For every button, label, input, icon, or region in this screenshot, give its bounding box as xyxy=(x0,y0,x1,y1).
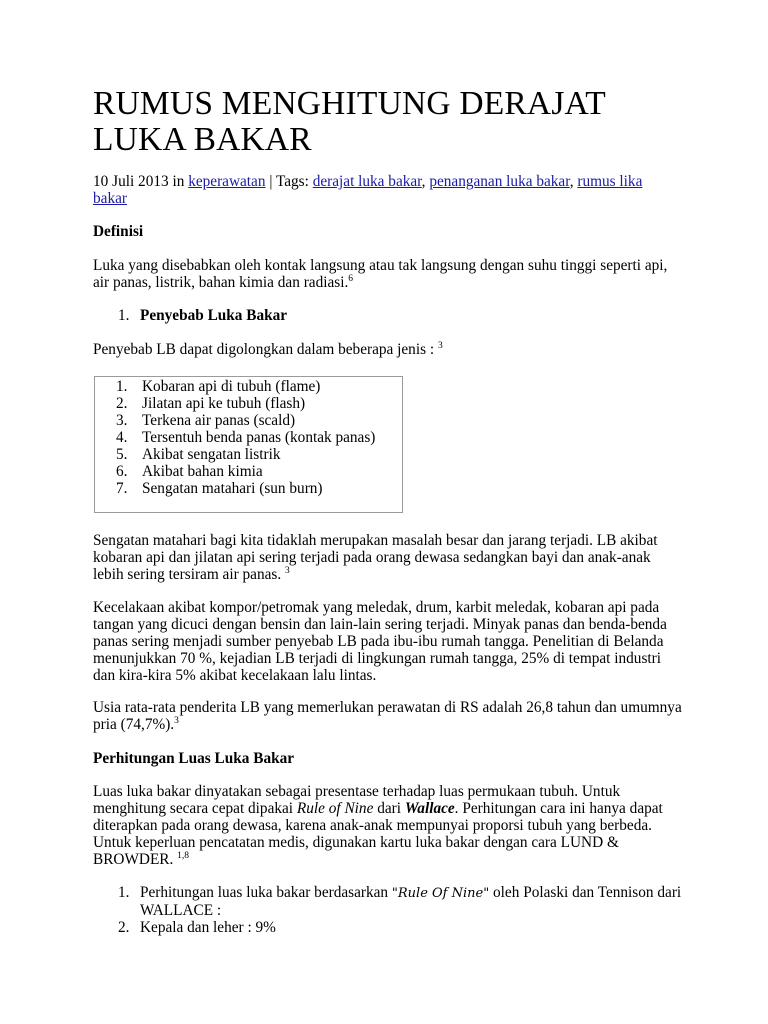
definisi-body: Luka yang disebabkan oleh kontak langsung atau tak langsung dengan suhu tinggi seperti api, air panas, listrik, bahan kimia dan radiasi. xyxy=(93,257,668,291)
paragraph-text: Luas luka bakar dinyatakan sebagai presentase terhadap luas permukaan tubuh. Untuk menghitung secara cepat dipakai xyxy=(93,783,621,817)
definisi-text xyxy=(93,257,683,291)
tag-link-derajat[interactable]: derajat luka bakar xyxy=(312,173,422,190)
list-number: 1. xyxy=(118,307,130,324)
list-number: 1. xyxy=(116,378,128,395)
paragraph-ref: 3 xyxy=(285,565,290,576)
tags-label: Tags: xyxy=(275,173,309,190)
list-item-text: Tersentuh benda panas (kontak panas) xyxy=(142,429,376,446)
paragraph-sengatan xyxy=(93,532,683,583)
list-number: 2. xyxy=(116,395,128,412)
tag-link-rumus[interactable]: rumus lika bakar xyxy=(93,173,643,207)
paragraph-kecelakaan: Kecelakaan akibat kompor/petromak yang meledak, drum, karbit meledak, kobaran api pada tangan yang dicuci dengan bensin dan lain-lain sering terjadi. Minyak panas dan benda-benda panas sering menjadi sumber penyebab LB pada ibu-ibu rumah tangga. Penelitian di Belanda menunjukkan 70 %, kejadian LB terjadi di lingkungan rumah tangga, 25% di tempat industri dan kira-kira 5% akibat kecelakaan lalu lintas. xyxy=(93,599,667,684)
rule-of-nine-quote: "Rule Of Nine" xyxy=(391,886,490,901)
list-item-text: Terkena air panas (scald) xyxy=(142,412,296,429)
rule-of-nine-text: Rule of Nine xyxy=(296,800,374,817)
article-meta: 10 Juli 2013 in keperawatan | Tags: derajat luka bakar, penanganan luka bakar, rumus lika bakar xyxy=(93,173,643,207)
paragraph-usia xyxy=(93,699,683,733)
list-item xyxy=(95,395,375,412)
list-number: 3. xyxy=(116,412,128,429)
list-number: 7. xyxy=(116,480,128,497)
list-item-text: oleh Polaski dan Tennison dari WALLACE : xyxy=(140,884,682,919)
list-number: 6. xyxy=(116,463,128,480)
list-item-text: Sengatan matahari (sun burn) xyxy=(142,480,323,497)
paragraph-ref: 3 xyxy=(174,715,179,726)
list-item xyxy=(93,884,683,919)
paragraph-perhitungan xyxy=(93,783,683,868)
wallace-text: Wallace xyxy=(404,800,455,817)
paragraph-text: . Perhitungan cara ini hanya dapat diterapkan pada orang dewasa, karena anak-anak mempunyai proporsi tubuh yang berbeda. Untuk keperluan pencatatan medis, digunakan kartu luka bakar dengan cara LUND & BROWDER. xyxy=(93,800,663,868)
penyebab-heading: Penyebab Luka Bakar xyxy=(140,307,288,324)
definisi-ref: 6 xyxy=(348,273,354,284)
list-number: 5. xyxy=(116,446,128,463)
tag-link-penanganan[interactable]: penanganan luka bakar xyxy=(429,173,570,190)
list-item-text: Jilatan api ke tubuh (flash) xyxy=(142,395,306,412)
section-list-penyebab xyxy=(93,307,287,324)
penyebab-intro-ref: 3 xyxy=(437,340,443,351)
penyebab-intro xyxy=(93,341,443,358)
list-item-text: Akibat bahan kimia xyxy=(142,463,263,480)
paragraph-ref: 1,8 xyxy=(177,850,190,861)
penyebab-intro-text: Penyebab LB dapat digolongkan dalam beberapa jenis : xyxy=(93,341,435,358)
list-item-text: Perhitungan luas luka bakar berdasarkan xyxy=(140,884,389,901)
paragraph-text: dari xyxy=(377,800,401,817)
list-number: 1. xyxy=(118,884,130,901)
list-item xyxy=(95,412,375,429)
perhitungan-heading: Perhitungan Luas Luka Bakar xyxy=(93,750,295,767)
post-date: 10 Juli 2013 xyxy=(93,173,169,190)
list-item xyxy=(95,429,375,446)
category-link[interactable]: keperawatan xyxy=(188,173,266,190)
paragraph-text: Sengatan matahari bagi kita tidaklah merupakan masalah besar dan jarang terjadi. LB akibat kobaran api dan jilatan api sering terjadi pada orang dewasa sedangkan bayi dan anak-anak lebih sering tersiram air panas. xyxy=(93,532,658,583)
perhitungan-list xyxy=(93,884,683,936)
definisi-heading: Definisi xyxy=(93,223,144,240)
list-item xyxy=(95,480,375,497)
list-item-text: Akibat sengatan listrik xyxy=(142,446,281,463)
list-number: 2. xyxy=(118,919,130,936)
list-item xyxy=(93,919,683,936)
list-item-text: Kobaran api di tubuh (flame) xyxy=(142,378,321,395)
penyebab-box xyxy=(94,376,403,513)
paragraph-text: Usia rata-rata penderita LB yang memerlukan perawatan di RS adalah 26,8 tahun dan umumnya pria (74,7%). xyxy=(93,699,682,733)
in-text: in xyxy=(172,173,185,190)
list-item xyxy=(95,378,375,395)
list-item xyxy=(95,446,375,463)
separator: | xyxy=(269,173,273,190)
list-item xyxy=(95,463,375,480)
list-item xyxy=(93,307,287,324)
penyebab-list xyxy=(95,378,375,497)
article-title: RUMUS MENGHITUNG DERAJAT LUKA BAKAR xyxy=(93,85,606,158)
list-number: 4. xyxy=(116,429,128,446)
list-item-text: Kepala dan leher : 9% xyxy=(140,919,276,936)
